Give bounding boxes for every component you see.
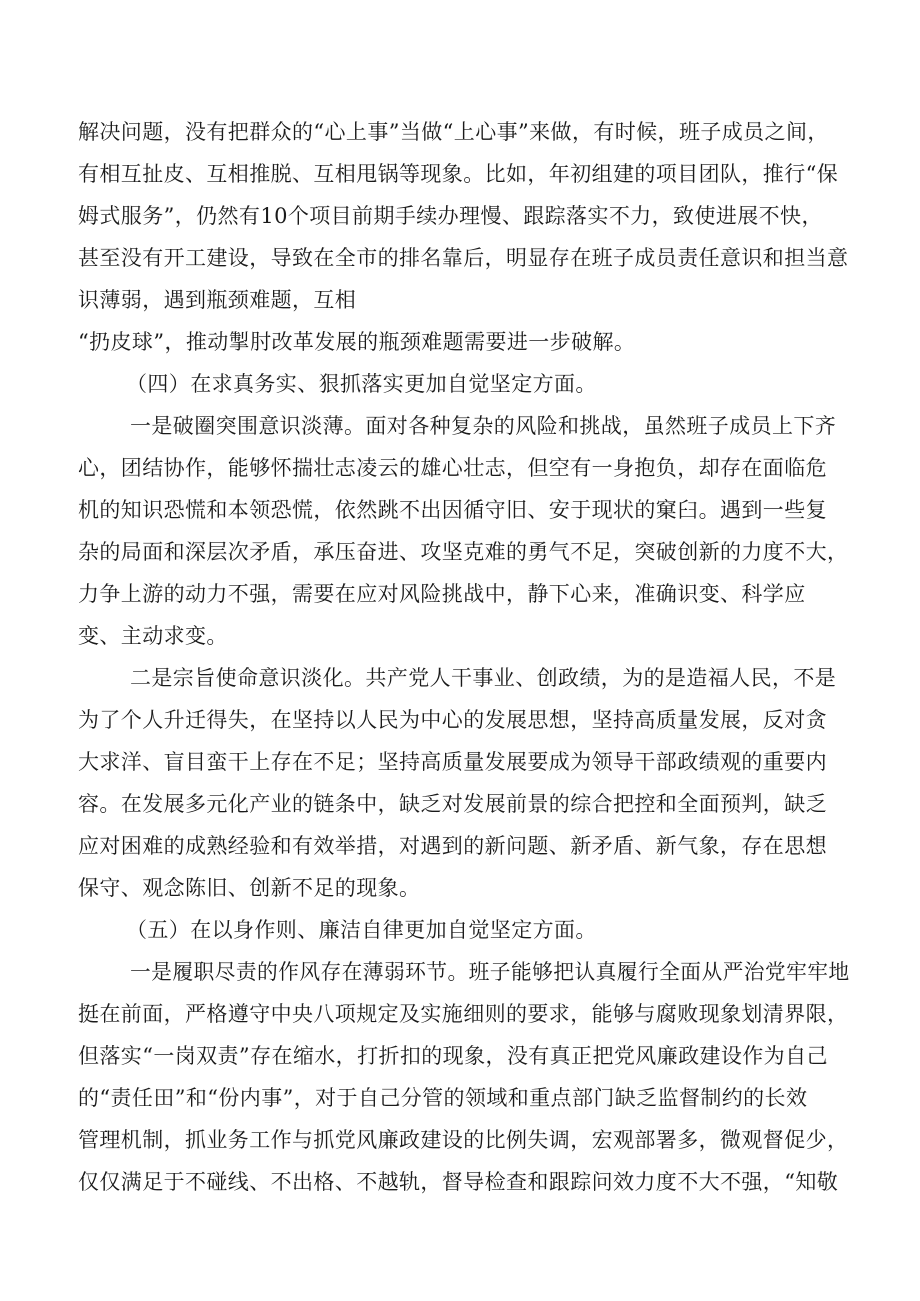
text-line: 有相互扯皮、互相推脱、互相甩锅等现象。比如，年初组建的项目团队，推行“保 (78, 162, 839, 186)
text-line: “扔皮球”，推动掣肘改革发展的瓶颈难题需要进一步破解。 (78, 330, 636, 354)
text-line: 机的知识恐慌和本领恐慌，依然跳不出因循守旧、安于现状的窠臼。遇到一些复 (78, 498, 827, 522)
text-line: 解决问题，没有把群众的“心上事”当做“上心事”来做，有时候，班子成员之间， (78, 120, 829, 144)
section-heading: （四）在求真务实、狠抓落实更加自觉坚定方面。 (126, 372, 597, 396)
text-line: 的“责任田”和“份内事”，对于自己分管的领域和重点部门缺乏监督制约的长效 (78, 1086, 808, 1110)
paragraph-lead: 一是履职尽责的作风存在薄弱环节。班子能够把认真履行全面从严治党牢牢地 (130, 960, 850, 984)
text-line: 容。在发展多元化产业的链条中，缺乏对发展前景的综合把控和全面预判，缺乏 (78, 792, 827, 816)
text-line: 但落实“一岗双责”存在缩水，打折扣的现象，没有真正把党风廉政建设作为自己 (78, 1044, 828, 1068)
text-line: 为了个人升迁得失，在坚持以人民为中心的发展思想，坚持高质量发展，反对贪 (78, 708, 827, 732)
text-line: 力争上游的动力不强，需要在应对风险挑战中，静下心来，准确识变、科学应 (78, 582, 806, 606)
text-line: 保守、观念陈旧、创新不足的现象。 (78, 876, 421, 900)
text-line: 识薄弱，遇到瓶颈难题，互相 (78, 288, 357, 312)
section-heading: （五）在以身作则、廉洁自律更加自觉坚定方面。 (126, 918, 597, 942)
text-line: 管理机制，抓业务工作与抓党风廉政建设的比例失调，宏观部署多，微观督促少， (78, 1128, 849, 1152)
text-line: 甚至没有开工建设，导致在全市的排名靠后，明显存在班子成员责任意识和担当意 (78, 246, 849, 270)
text-line: 心，团结协作，能够怀揣壮志凌云的雄心壮志，但空有一身抱负，却存在面临危 (78, 456, 827, 480)
paragraph-lead: 一是破圈突围意识淡薄。面对各种复杂的风险和挑战，虽然班子成员上下齐 (130, 414, 837, 438)
text-line: 挺在前面，严格遵守中央八项规定及实施细则的要求，能够与腐败现象划清界限， (78, 1002, 849, 1026)
paragraph-lead: 二是宗旨使命意识淡化。共产党人干事业、创政绩，为的是造福人民，不是 (130, 666, 837, 690)
text-line: 变、主动求变。 (78, 624, 228, 648)
text-line: 应对困难的成熟经验和有效举措，对遇到的新问题、新矛盾、新气象，存在思想 (78, 834, 827, 858)
text-line: 姆式服务”，仍然有10个项目前期手续办理慢、跟踪落实不力，致使进展不快， (78, 204, 823, 228)
text-line: 仅仅满足于不碰线、不出格、不越轨，督导检查和跟踪问效力度不大不强，“知敬 (78, 1170, 839, 1194)
text-line: 杂的局面和深层次矛盾，承压奋进、攻坚克难的勇气不足，突破创新的力度不大， (78, 540, 849, 564)
text-line: 大求洋、盲目蛮干上存在不足；坚持高质量发展要成为领导干部政绩观的重要内 (78, 750, 827, 774)
